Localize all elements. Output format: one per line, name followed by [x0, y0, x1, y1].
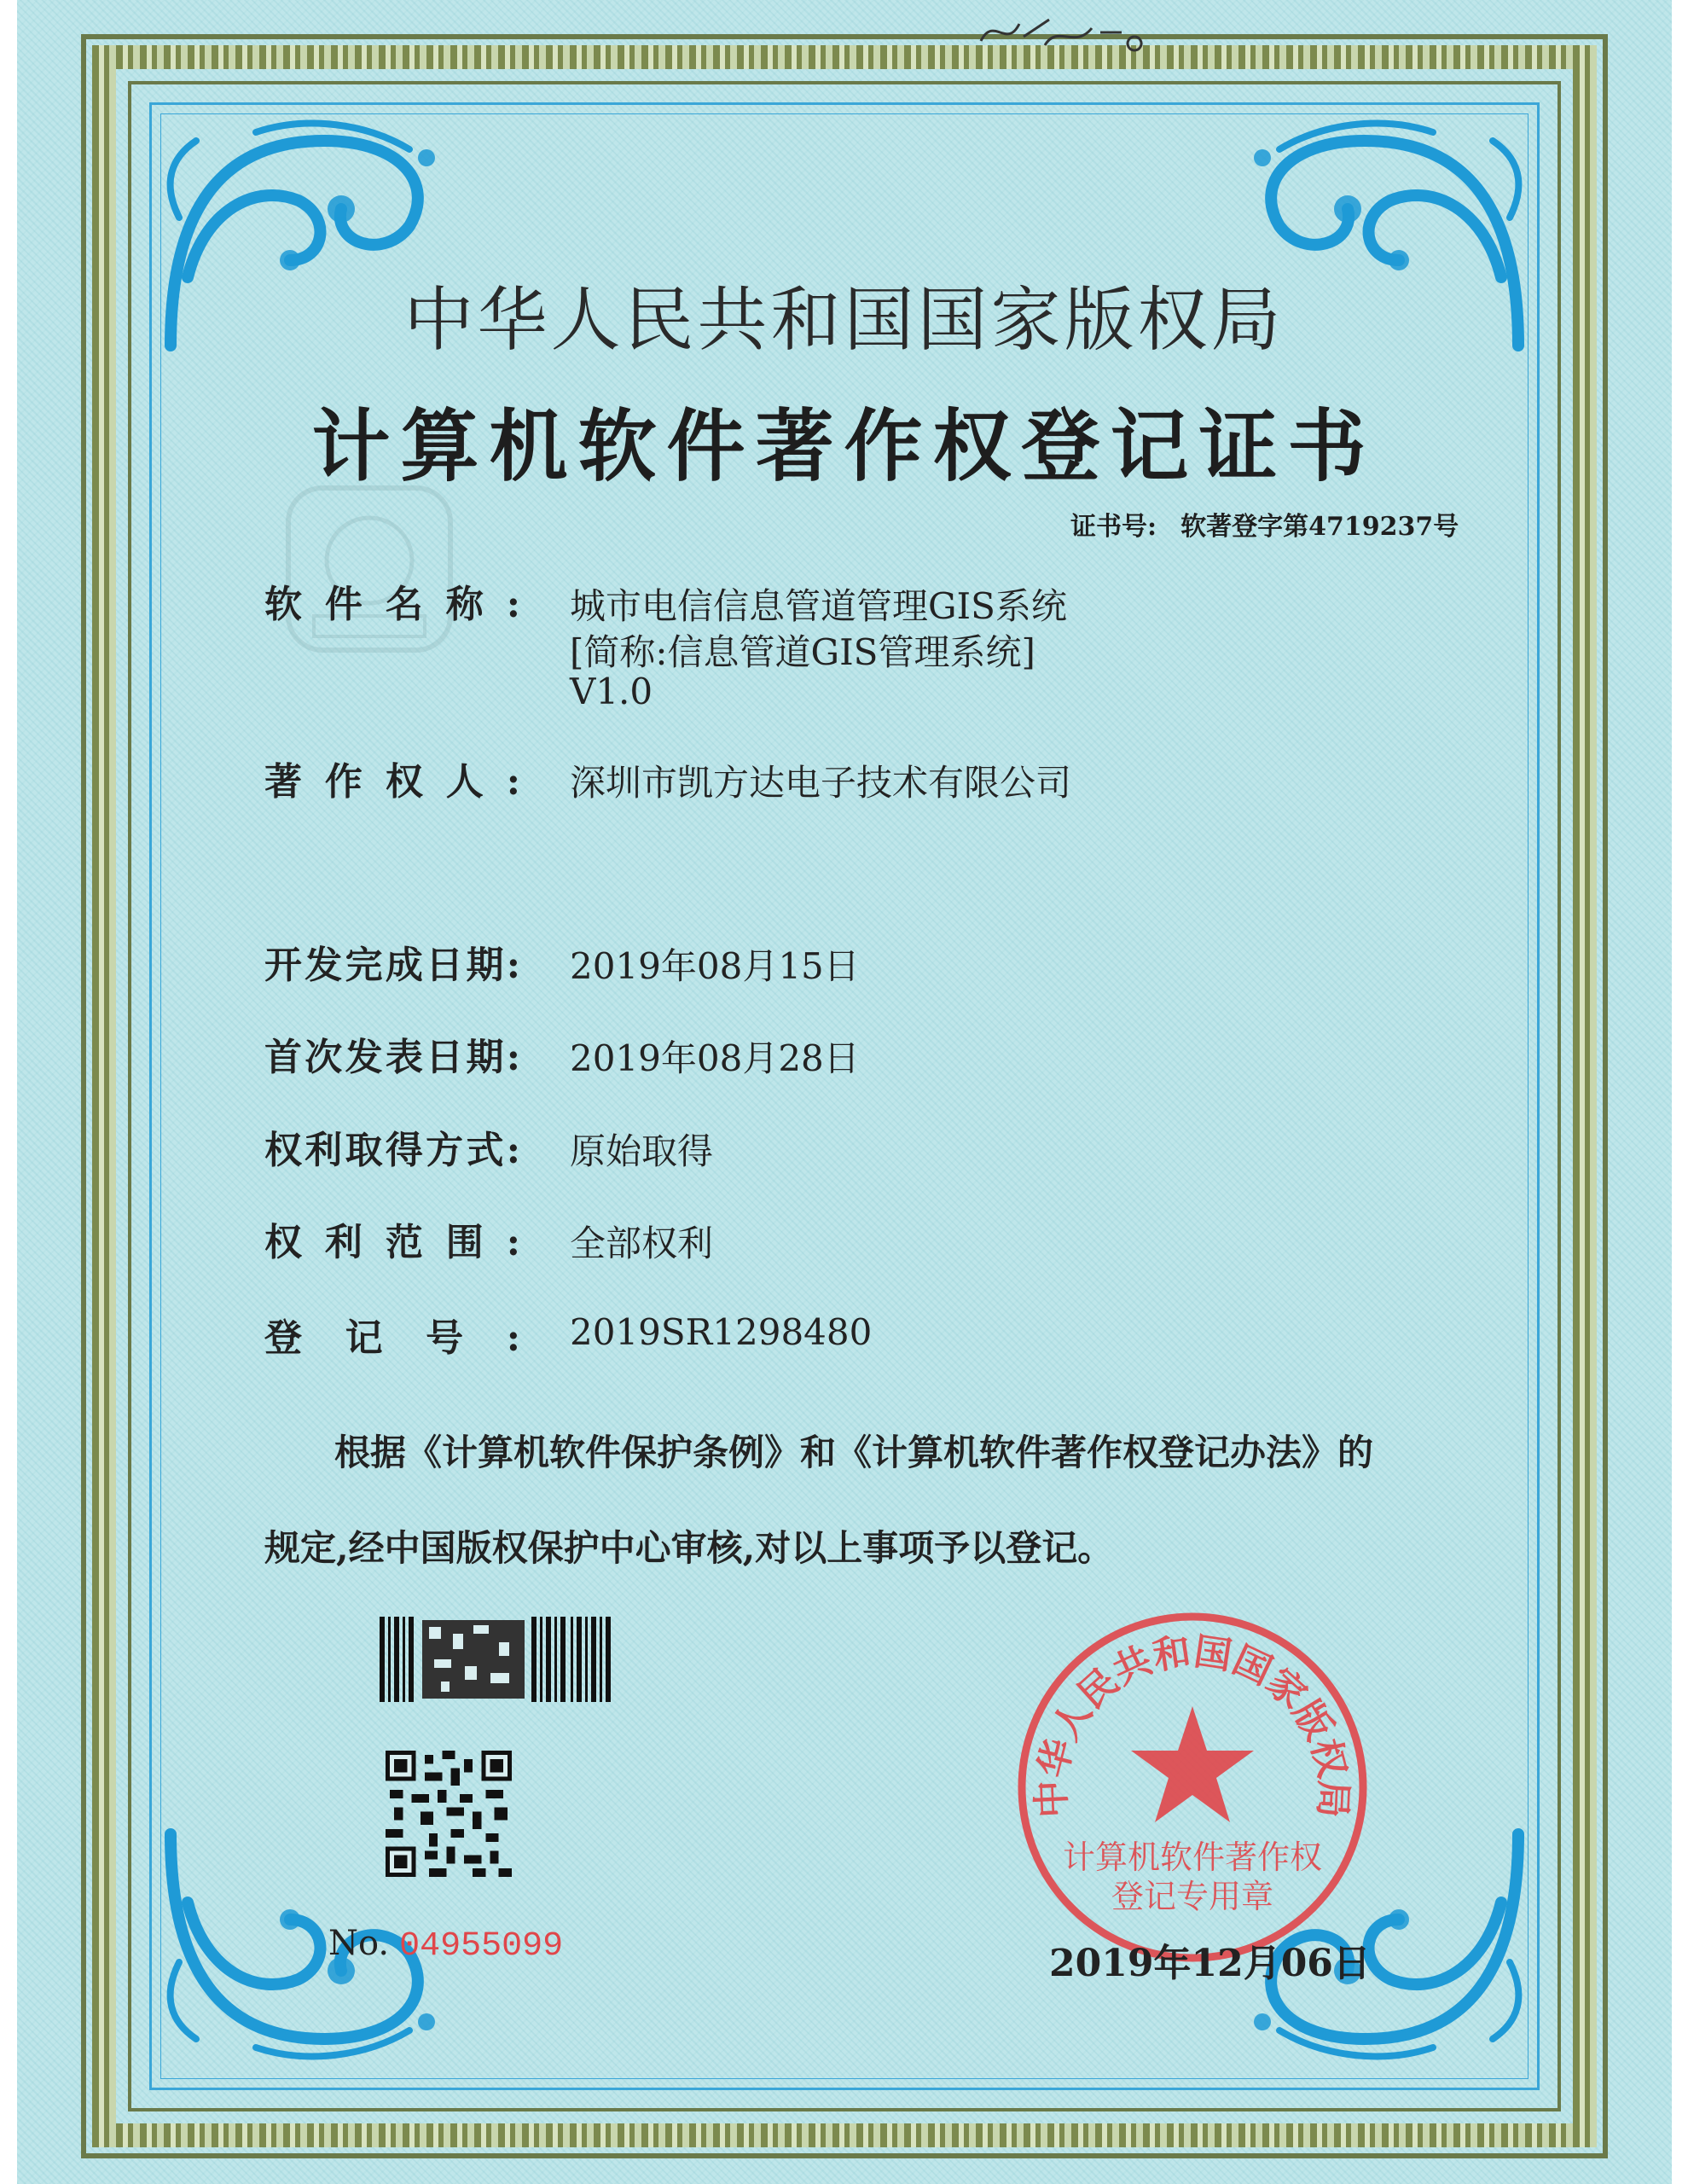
serial-number	[328, 1924, 563, 1966]
rights-acquisition-value: 原始取得	[570, 1130, 714, 1172]
rights-scope-label: 权利范围:	[264, 1221, 520, 1264]
statement-line-2: 规定,经中国版权保护中心审核,对以上事项予以登记。	[264, 1527, 1114, 1569]
certificate-number	[1070, 505, 1482, 543]
copyright-owner-value: 深圳市凯方达电子技术有限公司	[570, 762, 1072, 804]
software-name-label: 软件名称:	[264, 583, 520, 626]
software-name-line2: [简称:信息管道GIS管理系统]	[570, 631, 1035, 673]
issue-date: 2019年12月06日	[1049, 1942, 1371, 1985]
software-name-line1: 城市电信信息管道管理GIS系统	[570, 585, 1067, 627]
barcode	[380, 1617, 614, 1702]
copyright-owner-label: 著作权人:	[264, 760, 520, 804]
certificate-title: 计算机软件著作权登记证书	[311, 400, 1377, 492]
serial-number-value: 04955099	[399, 1927, 564, 1966]
registration-number-value: 2019SR1298480	[570, 1311, 873, 1353]
star-icon	[1131, 1706, 1254, 1822]
seal-arc-text: 中华人民共和国国家版权局	[1030, 1629, 1355, 1819]
qr-code	[386, 1751, 512, 1877]
dev-complete-date-value: 2019年08月15日	[570, 945, 860, 987]
registration-number-label: 登记号:	[264, 1316, 520, 1360]
first-publish-date-label: 首次发表日期:	[264, 1036, 520, 1079]
statement-line-1: 根据《计算机软件保护条例》和《计算机软件著作权登记办法》的	[334, 1432, 1374, 1473]
dev-complete-date-label: 开发完成日期:	[264, 944, 520, 987]
software-version: V1.0	[570, 671, 653, 712]
first-publish-date-value: 2019年08月28日	[570, 1037, 860, 1079]
seal-line-1: 计算机软件著作权	[1062, 1838, 1323, 1876]
rights-acquisition-label: 权利取得方式:	[264, 1129, 520, 1172]
seal-line-2: 登记专用章	[1111, 1878, 1274, 1915]
official-red-seal	[1009, 1604, 1376, 1971]
rights-scope-value: 全部权利	[570, 1223, 714, 1264]
embossed-stamp	[280, 479, 459, 659]
certificate-number-label: 证书号:	[1070, 512, 1157, 542]
issuing-agency-title: 中华人民共和国国家版权局	[403, 280, 1285, 361]
certificate-number-value: 软著登字第4719237号	[1180, 512, 1459, 542]
handwritten-signature	[972, 7, 1194, 58]
serial-number-label: No.	[328, 1924, 390, 1963]
